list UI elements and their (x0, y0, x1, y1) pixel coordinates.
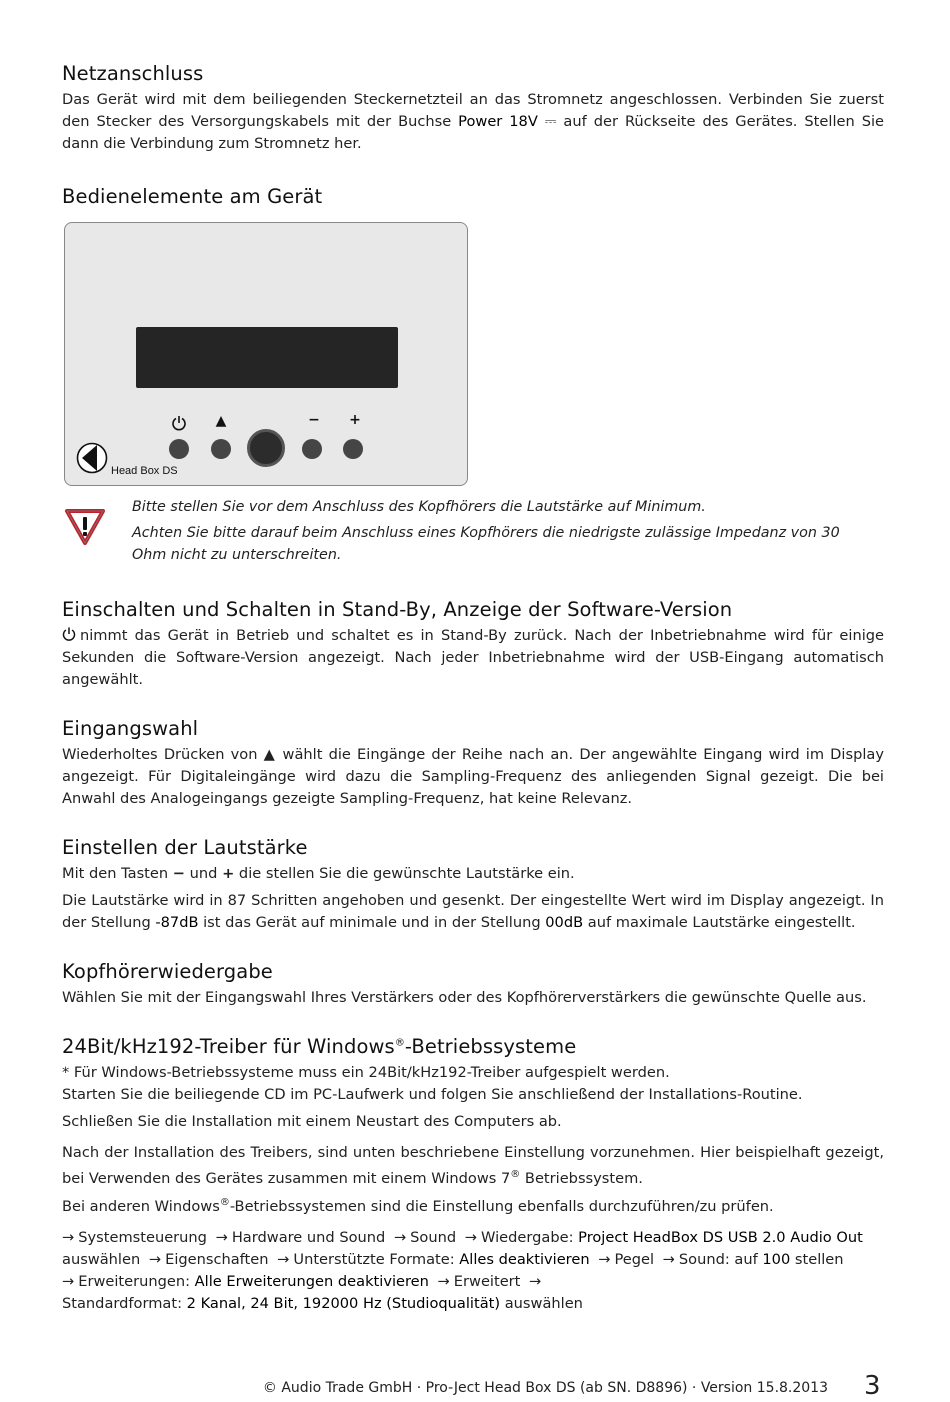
path-step: Erweiterungen: (78, 1272, 195, 1290)
path-step: auswählen (62, 1250, 141, 1268)
laut-text-d: Die Lautstärke wird in 87 Schritten angehoben und gesenkt. Der eingestellte Wert wird im Display angezeigt. In der Stellung (62, 892, 884, 931)
heading-kopfhoerer: Kopfhörerwiedergabe (62, 960, 273, 983)
section-lautstaerke (62, 836, 884, 934)
project-logo-icon (76, 442, 108, 474)
standby-paragraph (62, 625, 884, 691)
path-step: Wiedergabe: (481, 1228, 579, 1246)
warning-notice (62, 496, 884, 568)
section-treiber (62, 1035, 884, 1315)
page-content (62, 62, 884, 1315)
eingang-paragraph (62, 744, 884, 810)
power-icon (171, 415, 187, 431)
arrow-icon: → (464, 1228, 478, 1246)
netz-paragraph (62, 89, 884, 155)
path-step: Pegel (614, 1250, 655, 1268)
eingang-text-a: Wiederholtes Drücken von (62, 746, 264, 763)
treiber-p2: Schließen Sie die Installation mit einem Neustart des Computers ab. (62, 1113, 562, 1130)
volume-up-label: + (349, 412, 361, 428)
arrow-icon: → (62, 1228, 75, 1246)
arrow-icon: → (529, 1272, 542, 1290)
treiber-p4 (62, 1192, 884, 1218)
arrow-icon: → (662, 1250, 675, 1268)
heading-eingangswahl: Eingangswahl (62, 717, 199, 740)
treiber-title-sup: ® (394, 1037, 405, 1049)
input-button-label: ▲ (215, 413, 227, 429)
treiber-p4-sup: ® (219, 1196, 230, 1208)
section-standby (62, 598, 884, 691)
path-step: Standardformat: (62, 1294, 187, 1312)
path-highlight: 100 (762, 1250, 791, 1268)
volume-down-button[interactable] (302, 439, 322, 459)
device-display (136, 327, 398, 388)
page-number: 3 (864, 1371, 881, 1401)
section-netzanschluss (62, 62, 884, 155)
treiber-p3-b: Betriebssystem. (520, 1169, 643, 1187)
arrow-icon: → (62, 1272, 75, 1290)
arrow-icon: → (148, 1250, 162, 1268)
warning-line-2: Achten Sie bitte darauf beim Anschluss eines Kopfhörers die niedrigste zulässige Impedanz von 30 Ohm nicht zu unterschreiten. (132, 525, 840, 563)
section-kopfhoerer (62, 960, 884, 1009)
volume-knob[interactable] (247, 429, 285, 467)
warning-line-1: Bitte stellen Sie vor dem Anschluss des Kopfhörers die Lautstärke auf Minimum. (132, 499, 706, 515)
device-brand-label: Head Box DS (111, 465, 178, 477)
path-highlight: Alles deaktivieren (459, 1250, 590, 1268)
path-step: stellen (790, 1250, 844, 1268)
heading-bedienelemente: Bedienelemente am Gerät (62, 185, 323, 208)
arrow-icon: → (437, 1272, 450, 1290)
section-eingangswahl (62, 717, 884, 810)
arrow-icon: → (598, 1250, 611, 1268)
eingang-text-b: wählt die Eingänge der Reihe nach an. Der angewählte Eingang wird im Display angezeigt. Für Digitaleingänge wird dazu die Sampling-Frequenz des anliegenden Signal gezeigt. Die bei Anwahl des Analogeingangs gezeigte Sampling-Frequenz, hat keine Relevanz. (62, 746, 884, 807)
heading-netzanschluss: Netzanschluss (62, 62, 204, 85)
treiber-p1a: * Für Windows-Betriebssysteme muss ein 24Bit/kHz192-Treiber aufgespielt werden. (62, 1064, 670, 1081)
treiber-p1b: Starten Sie die beiliegende CD im PC-Laufwerk und folgen Sie anschließend der Installations-Routine. (62, 1086, 803, 1103)
path-step: Erweitert (453, 1272, 521, 1290)
treiber-p3-a: Nach der Installation des Treibers, sind unten beschriebene Einstellung vorzunehmen. Hier beispielhaft gezeigt, bei Verwenden des Gerätes zusammen mit einem Windows 7 (62, 1144, 884, 1187)
laut-line-2 (62, 890, 884, 934)
laut-line-1 (62, 863, 884, 885)
path-step: auswählen (500, 1294, 583, 1312)
path-step: Eigenschaften (165, 1250, 269, 1268)
arrow-icon: → (277, 1250, 290, 1268)
laut-text-f: auf maximale Lautstärke eingestellt. (583, 914, 856, 931)
netz-text-b: auf der Rückseite des Gerätes. Stellen Sie dann die Verbindung zum Stromnetz her. (62, 113, 884, 152)
page-footer: © Audio Trade GmbH · Pro-Ject Head Box DS (ab SN. D8896) · Version 15.8.2013 (262, 1380, 828, 1396)
path-step: Sound: auf (678, 1250, 763, 1268)
laut-text-b: und (185, 865, 223, 882)
path-step: Unterstützte Formate: (293, 1250, 460, 1268)
laut-text-a: Mit den Tasten (62, 865, 173, 882)
input-select-button[interactable] (211, 439, 231, 459)
max-volume-value: 00dB (545, 914, 584, 931)
treiber-title-b: -Betriebssysteme (404, 1035, 577, 1058)
path-highlight: Project HeadBox DS USB 2.0 Audio Out (578, 1228, 863, 1246)
laut-text-c: die stellen Sie die gewünschte Lautstärke ein. (234, 865, 575, 882)
path-step: Systemsteuerung (78, 1228, 207, 1246)
power-button[interactable] (169, 439, 189, 459)
warning-text (132, 496, 872, 566)
settings-path (62, 1227, 884, 1315)
arrow-icon: → (215, 1228, 228, 1246)
treiber-p4-a: Bei anderen Windows (62, 1197, 220, 1215)
volume-down-label: − (308, 412, 320, 428)
section-bedienelemente (62, 185, 884, 486)
warning-triangle-icon (64, 508, 106, 546)
power-symbol-icon (62, 627, 76, 641)
device-front-panel (64, 222, 468, 486)
treiber-p4-b: -Betriebssystemen sind die Einstellung ebenfalls durchzuführen/zu prüfen. (229, 1197, 774, 1215)
treiber-p3 (62, 1142, 884, 1190)
arrow-icon: → (393, 1228, 407, 1246)
path-highlight: 2 Kanal, 24 Bit, 192000 Hz (Studioqualität) (186, 1294, 501, 1312)
path-highlight: Alle Erweiterungen deaktivieren (194, 1272, 429, 1290)
heading-treiber (62, 1035, 884, 1058)
netz-text-a: Das Gerät wird mit dem beiliegenden Steckernetzteil an das Stromnetz angeschlossen. Verbinden Sie zuerst den Stecker des Versorgungskabels mit der Buchse (62, 91, 884, 130)
heading-lautstaerke: Einstellen der Lautstärke (62, 836, 308, 859)
treiber-title-a: 24Bit/kHz192-Treiber für Windows (62, 1035, 395, 1058)
plus-key-label: + (222, 865, 235, 882)
laut-text-e: ist das Gerät auf minimale und in der Stellung (198, 914, 546, 931)
path-step: Hardware und Sound (231, 1228, 386, 1246)
min-volume-value: -87dB (155, 914, 199, 931)
standby-text: nimmt das Gerät in Betrieb und schaltet es in Stand-By zurück. Nach der Inbetriebnahme wird für einige Sekunden die Software-Version angezeigt. Nach jeder Inbetriebnahme wird der USB-Eingang automatisch angewählt. (62, 627, 884, 688)
volume-up-button[interactable] (343, 439, 363, 459)
up-triangle-icon: ▲ (263, 746, 277, 763)
heading-standby: Einschalten und Schalten in Stand-By, Anzeige der Software-Version (62, 598, 733, 621)
kopf-paragraph: Wählen Sie mit der Eingangswahl Ihres Verstärkers oder des Kopfhörerverstärkers die gewünschte Quelle aus. (62, 989, 867, 1006)
path-step: Sound (410, 1228, 457, 1246)
treiber-p3-sup: ® (510, 1169, 521, 1180)
minus-key-label: − (172, 865, 186, 882)
power-18v-label: Power 18V ⎓ (458, 113, 557, 130)
